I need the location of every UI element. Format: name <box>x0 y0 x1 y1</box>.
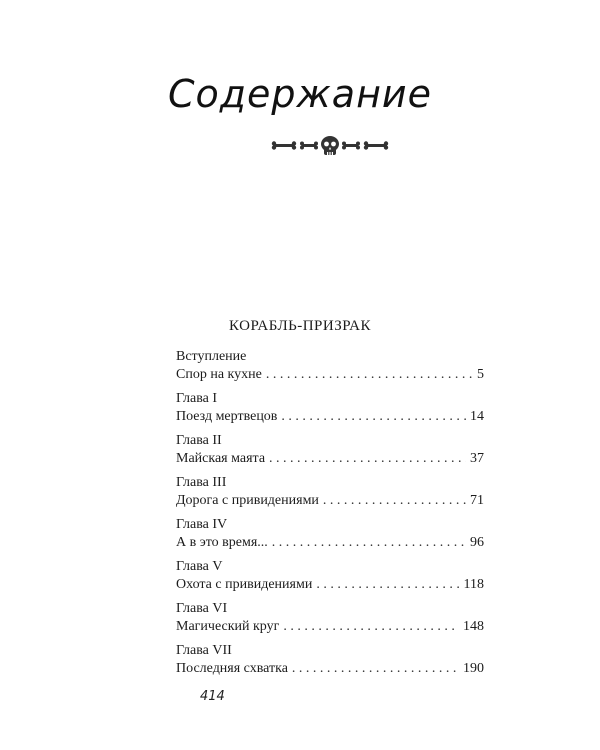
page-ref: 118 <box>463 577 484 592</box>
skull-icon <box>321 136 339 155</box>
chapter-label: Глава VII <box>176 643 232 658</box>
toc-line <box>176 408 484 426</box>
chapter-title: А в это время... <box>176 535 268 550</box>
chapter-title: Магический круг <box>176 619 280 634</box>
dot-leader <box>266 366 473 384</box>
toc-line <box>176 534 484 552</box>
page-ref: 14 <box>470 409 484 424</box>
bone-icon <box>272 141 296 149</box>
chapter-title: Майская маята <box>176 451 266 466</box>
toc-line <box>176 576 484 594</box>
dot-leader <box>272 534 466 552</box>
toc-line <box>176 492 484 510</box>
skull-and-bones-icon <box>270 134 390 158</box>
page-ref: 71 <box>470 493 484 508</box>
chapter-label: Вступление <box>176 349 247 364</box>
toc-entry <box>176 432 484 468</box>
chapter-title: Последняя схватка <box>176 661 288 676</box>
page-title: Содержание <box>168 72 432 116</box>
bone-icon <box>364 141 388 149</box>
page-number: 414 <box>200 689 225 704</box>
toc-entry <box>176 558 484 594</box>
chapter-title: Охота с привидениями <box>176 577 313 592</box>
page-ref: 148 <box>463 619 484 634</box>
chapter-label: Глава VI <box>176 601 228 616</box>
page-ref: 96 <box>470 535 484 550</box>
dot-leader <box>323 492 466 510</box>
toc-line <box>176 366 484 384</box>
section-title: КОРАБЛЬ-ПРИЗРАК <box>228 318 372 334</box>
bone-icon <box>342 142 360 150</box>
toc-entry <box>176 600 484 636</box>
chapter-title: Дорога с привидениями <box>176 493 319 508</box>
toc-entry <box>176 474 484 510</box>
page-ref: 190 <box>463 661 484 676</box>
page-ref: 5 <box>477 367 484 382</box>
toc-entry <box>176 642 484 678</box>
dot-leader <box>269 450 466 468</box>
chapter-title: Спор на кухне <box>176 367 262 382</box>
bone-icon <box>300 142 318 150</box>
toc-line <box>176 450 484 468</box>
toc-line <box>176 660 484 678</box>
dot-leader <box>316 576 459 594</box>
page-ref: 37 <box>470 451 484 466</box>
chapter-label: Глава V <box>176 559 223 574</box>
chapter-title: Поезд мертвецов <box>176 409 278 424</box>
toc-line <box>176 618 484 636</box>
toc-entry <box>176 390 484 426</box>
dot-leader <box>283 618 459 636</box>
dot-leader <box>292 660 459 678</box>
toc-entry <box>176 516 484 552</box>
dot-leader <box>281 408 466 426</box>
chapter-label: Глава II <box>176 433 222 448</box>
chapter-label: Глава I <box>176 391 218 406</box>
table-of-contents <box>176 348 484 684</box>
chapter-label: Глава IV <box>176 517 228 532</box>
chapter-label: Глава III <box>176 475 227 490</box>
toc-entry <box>176 348 484 384</box>
